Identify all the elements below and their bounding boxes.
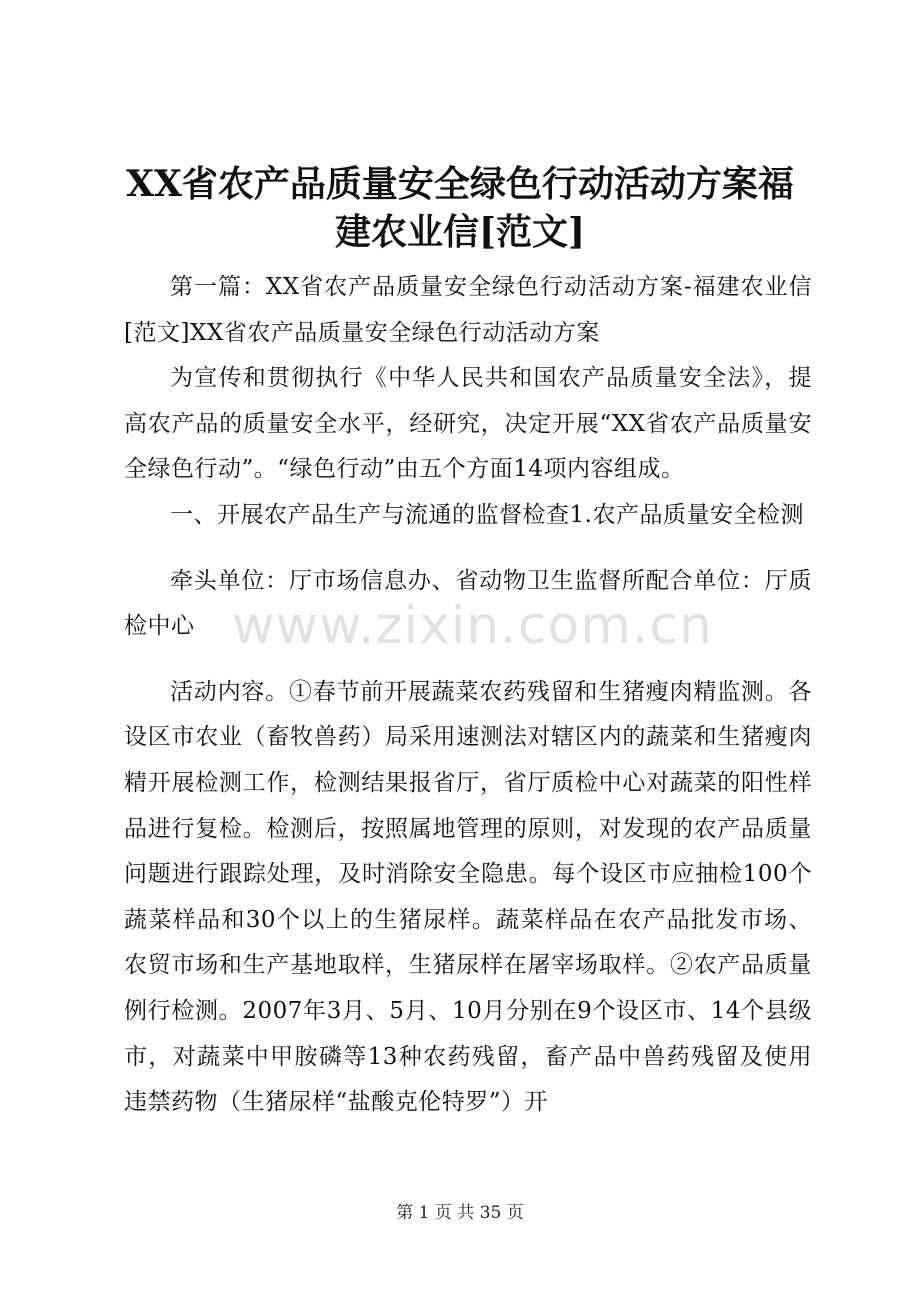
- paragraph-section-heading: 一、开展农产品生产与流通的监督检查1.农产品质量安全检测: [170, 501, 804, 528]
- document-body: [124, 265, 812, 1126]
- paragraph-activity-content: 活动内容。①春节前开展蔬菜农药残留和生猪瘦肉精监测。各设区市农业（畜牧兽药）局采用速测法对辖区内的蔬菜和生猪瘦肉精开展检测工作，检测结果报省厅，省厅质检中心对蔬菜的阳性样品进行复检。检测后，按照属地管理的原则，对发现的农产品质量问题进行跟踪处理，及时消除安全隐患。每个设区市应抽检100个蔬菜样品和30个以上的生猪尿样。蔬菜样品在农产品批发市场、农贸市场和生产基地取样，生猪尿样在屠宰场取样。②农产品质量例行检测。2007年3月、5月、10月分别在9个设区市、14个县级市，对蔬菜中甲胺磷等13种农药残留，畜产品中兽药残留及使用违禁药物（生猪尿样“盐酸克伦特罗”）开: [124, 678, 812, 1116]
- paragraph-purpose: 为宣传和贯彻执行《中华人民共和国农产品质量安全法》，提高农产品的质量安全水平，经研究，决定开展“XX省农产品质量安全绿色行动”。“绿色行动”由五个方面14项内容组成。: [124, 365, 812, 483]
- paragraph-lead-unit: 牵头单位：厅市场信息办、省动物卫生监督所配合单位：厅质检中心: [124, 567, 812, 640]
- document-title: XX省农产品质量安全绿色行动活动方案福建农业信[范文]: [126, 163, 794, 253]
- watermark: www.zixin.com.cn: [232, 596, 713, 656]
- page-number-footer: 第 1 页 共 35 页: [396, 1203, 524, 1223]
- paragraph-intro: 第一篇：XX省农产品质量安全绿色行动活动方案-福建农业信[范文]XX省农产品质量安全绿色行动活动方案: [124, 274, 812, 346]
